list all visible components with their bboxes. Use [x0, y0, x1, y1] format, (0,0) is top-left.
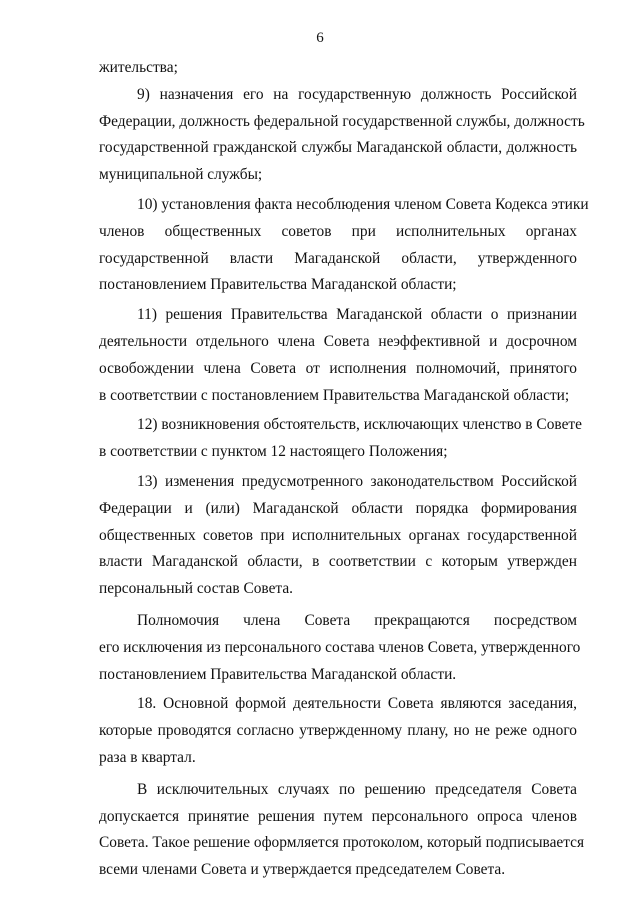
item-10-line: 10) установления факта несоблюдения членом Совета Кодекса этики — [137, 195, 589, 213]
exceptional-cases-line: допускается принятие решения путем персонального опроса членов — [99, 807, 577, 825]
exceptional-cases-line: Совета. Такое решение оформляется протоколом, который подписывается — [99, 834, 585, 852]
item-13-line: персональный состав Совета. — [99, 580, 294, 598]
item-13-line: общественных советов при исполнительных органах государственной — [99, 526, 577, 544]
item-12-line: в соответствии с пунктом 12 настоящего Положения; — [99, 443, 448, 461]
section-18-line: раза в квартал. — [99, 748, 196, 766]
item-9-line: 9) назначения его на государственную должность Российской — [137, 85, 577, 103]
item-11-line: освобождении члена Совета от исполнения полномочий, принятого — [99, 359, 577, 377]
item-13-line: 13) изменения предусмотренного законодательством Российской — [137, 472, 577, 490]
item-11-line: 11) решения Правительства Магаданской области о признании — [137, 306, 577, 324]
termination-paragraph-line: Полномочия члена Совета прекращаются посредством — [137, 611, 577, 629]
exceptional-cases-line: всеми членами Совета и утверждается председателем Совета. — [99, 861, 506, 879]
item-11-line: деятельности отдельного члена Совета неэффективной и досрочном — [99, 332, 577, 350]
page-number: 6 — [316, 30, 324, 46]
section-18-line: которые проводятся согласно утвержденному плану, но не реже одного — [99, 722, 577, 740]
text-line: жительства; — [99, 59, 178, 76]
item-12-line: 12) возникновения обстоятельств, исключающих членство в Совете — [137, 416, 582, 434]
exceptional-cases-line: В исключительных случаях по решению председателя Совета — [137, 780, 577, 798]
item-11-line: в соответствии с постановлением Правительства Магаданской области; — [99, 386, 570, 404]
item-13-line: Федерации и (или) Магаданской области порядка формирования — [99, 499, 577, 517]
item-10-line: постановлением Правительства Магаданской области; — [99, 276, 457, 294]
termination-paragraph-line: его исключения из персонального состава членов Совета, утвержденного — [99, 638, 581, 656]
document-body — [99, 55, 589, 884]
item-9-line: Федерации, должность федеральной государственной службы, должность — [99, 112, 585, 130]
section-18-line: 18. Основной формой деятельности Совета являются заседания, — [137, 695, 577, 713]
termination-paragraph-line: постановлением Правительства Магаданской области. — [99, 665, 457, 683]
item-13-line: власти Магаданской области, в соответствии с которым утвержден — [99, 553, 577, 571]
item-9-line: государственной гражданской службы Магаданской области, должность — [99, 139, 577, 157]
item-10-line: государственной власти Магаданской области, утвержденного — [99, 249, 577, 267]
item-10-line: членов общественных советов при исполнительных органах — [99, 222, 577, 240]
item-9-line: муниципальной службы; — [99, 166, 263, 184]
